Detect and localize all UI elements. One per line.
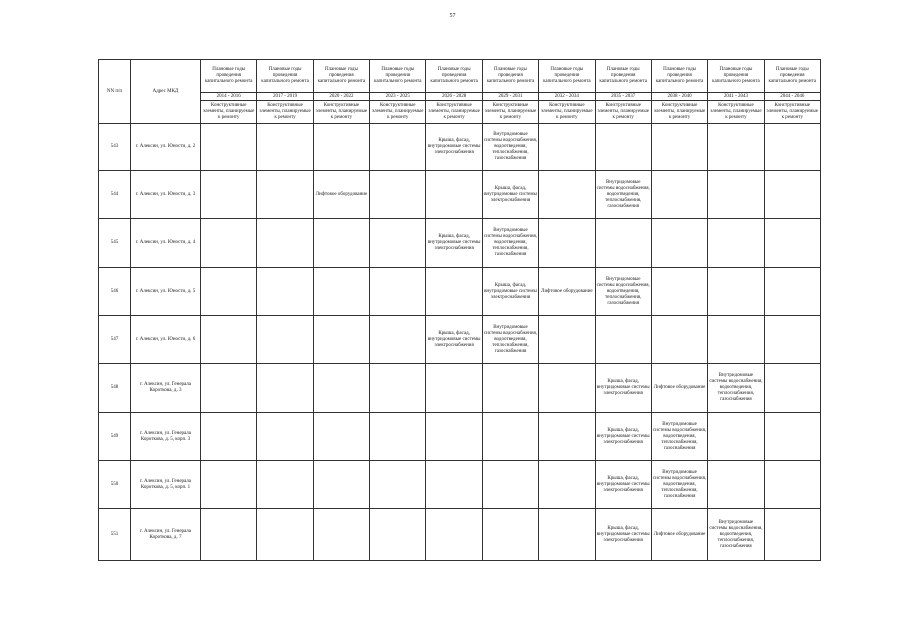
cell-2020-2022	[313, 509, 369, 561]
cell-2035-2037: Внутридомовые системы водоснабжения, водоотведения, теплоснабжения, газоснабжения	[595, 268, 651, 316]
header-row-periods	[99, 60, 821, 93]
header-num: NN п/п	[99, 60, 131, 124]
cell-2029-2031	[482, 461, 538, 509]
table-row	[99, 461, 821, 509]
header-years: 2044 - 2046	[764, 93, 820, 101]
header-period: Плановые годы проведения капитального ремонта	[370, 60, 426, 93]
table-row	[99, 171, 821, 219]
cell-2041-2043	[708, 219, 764, 268]
header-years: 2041 - 2043	[708, 93, 764, 101]
cell-2020-2022	[313, 461, 369, 509]
cell-2038-2040	[651, 171, 707, 219]
header-elements: Конструктивные элементы, планируемые к ремонту	[482, 101, 538, 124]
cell-2032-2034	[539, 509, 595, 561]
cell-2026-2028	[426, 171, 482, 219]
row-number: 549	[99, 413, 131, 461]
cell-2020-2022	[313, 124, 369, 171]
header-years: 2032 - 2034	[539, 93, 595, 101]
cell-2014-2016	[201, 364, 257, 413]
cell-2032-2034: Лифтовое оборудование	[539, 268, 595, 316]
header-period: Плановые годы проведения капитального ремонта	[539, 60, 595, 93]
header-period: Плановые годы проведения капитального ремонта	[482, 60, 538, 93]
header-period: Плановые годы проведения капитального ремонта	[257, 60, 313, 93]
table-row	[99, 268, 821, 316]
header-elements: Конструктивные элементы, планируемые к ремонту	[201, 101, 257, 124]
cell-2026-2028	[426, 509, 482, 561]
header-years: 2017 - 2019	[257, 93, 313, 101]
cell-2044-2046	[764, 364, 820, 413]
header-elements: Конструктивные элементы, планируемые к ремонту	[313, 101, 369, 124]
cell-2023-2025	[370, 268, 426, 316]
header-elements: Конструктивные элементы, планируемые к ремонту	[539, 101, 595, 124]
cell-2035-2037	[595, 219, 651, 268]
row-address: г. Алексин, ул. Юности, д. 6	[131, 316, 201, 364]
cell-2029-2031: Крыша, фасад, внутридомовые системы электроснабжения	[482, 268, 538, 316]
header-elements: Конструктивные элементы, планируемые к ремонту	[651, 101, 707, 124]
row-address: г. Алексин, ул. Генерала Короткова, д. 3	[131, 364, 201, 413]
cell-2023-2025	[370, 171, 426, 219]
header-row-elements	[99, 101, 821, 124]
row-number: 545	[99, 219, 131, 268]
header-period: Плановые годы проведения капитального ремонта	[764, 60, 820, 93]
cell-2014-2016	[201, 413, 257, 461]
header-years: 2035 - 2037	[595, 93, 651, 101]
row-address: г. Алексин, ул. Генерала Короткова, д. 5, корп. 1	[131, 461, 201, 509]
table-row	[99, 413, 821, 461]
header-period: Плановые годы проведения капитального ремонта	[651, 60, 707, 93]
cell-2044-2046	[764, 268, 820, 316]
cell-2038-2040	[651, 219, 707, 268]
table-row	[99, 219, 821, 268]
cell-2044-2046	[764, 171, 820, 219]
cell-2029-2031	[482, 509, 538, 561]
cell-2038-2040	[651, 268, 707, 316]
cell-2026-2028: Крыша, фасад, внутридомовые системы электроснабжения	[426, 316, 482, 364]
cell-2032-2034	[539, 364, 595, 413]
header-period: Плановые годы проведения капитального ремонта	[708, 60, 764, 93]
cell-2014-2016	[201, 219, 257, 268]
cell-2026-2028: Крыша, фасад, внутридомовые системы электроснабжения	[426, 219, 482, 268]
cell-2041-2043: Внутридомовые системы водоснабжения, водоотведения, теплоснабжения, газоснабжения	[708, 509, 764, 561]
cell-2029-2031: Внутридомовые системы водоснабжения, водоотведения, теплоснабжения, газоснабжения	[482, 219, 538, 268]
cell-2026-2028	[426, 413, 482, 461]
cell-2020-2022	[313, 413, 369, 461]
row-number: 543	[99, 124, 131, 171]
cell-2026-2028	[426, 268, 482, 316]
cell-2044-2046	[764, 219, 820, 268]
cell-2044-2046	[764, 461, 820, 509]
row-address: г. Алексин, ул. Генерала Короткова, д. 7	[131, 509, 201, 561]
cell-2041-2043	[708, 316, 764, 364]
capital-repair-plan-table	[98, 59, 821, 561]
cell-2038-2040	[651, 124, 707, 171]
row-address: г. Алексин, ул. Генерала Короткова, д. 5, корп. 3	[131, 413, 201, 461]
cell-2023-2025	[370, 316, 426, 364]
cell-2044-2046	[764, 509, 820, 561]
cell-2038-2040: Внутридомовые системы водоснабжения, водоотведения, теплоснабжения, газоснабжения	[651, 413, 707, 461]
cell-2032-2034	[539, 413, 595, 461]
cell-2032-2034	[539, 461, 595, 509]
cell-2023-2025	[370, 509, 426, 561]
cell-2023-2025	[370, 413, 426, 461]
header-period: Плановые годы проведения капитального ремонта	[426, 60, 482, 93]
row-number: 546	[99, 268, 131, 316]
cell-2032-2034	[539, 316, 595, 364]
row-number: 547	[99, 316, 131, 364]
table-row	[99, 509, 821, 561]
cell-2020-2022	[313, 364, 369, 413]
cell-2017-2019	[257, 124, 313, 171]
header-years: 2023 - 2025	[370, 93, 426, 101]
cell-2038-2040	[651, 316, 707, 364]
cell-2017-2019	[257, 364, 313, 413]
cell-2044-2046	[764, 124, 820, 171]
cell-2038-2040: Лифтовое оборудование	[651, 364, 707, 413]
row-number: 548	[99, 364, 131, 413]
cell-2035-2037: Крыша, фасад, внутридомовые системы электроснабжения	[595, 413, 651, 461]
cell-2041-2043: Внутридомовые системы водоснабжения, водоотведения, теплоснабжения, газоснабжения	[708, 364, 764, 413]
cell-2020-2022	[313, 219, 369, 268]
cell-2029-2031	[482, 413, 538, 461]
cell-2020-2022	[313, 268, 369, 316]
cell-2026-2028: Крыша, фасад, внутридомовые системы электроснабжения	[426, 124, 482, 171]
cell-2029-2031: Внутридомовые системы водоснабжения, водоотведения, теплоснабжения, газоснабжения	[482, 124, 538, 171]
header-years: 2029 - 2031	[482, 93, 538, 101]
cell-2044-2046	[764, 316, 820, 364]
cell-2029-2031: Крыша, фасад, внутридомовые системы электроснабжения	[482, 171, 538, 219]
cell-2026-2028	[426, 364, 482, 413]
cell-2032-2034	[539, 219, 595, 268]
row-number: 550	[99, 461, 131, 509]
cell-2023-2025	[370, 219, 426, 268]
header-elements: Конструктивные элементы, планируемые к ремонту	[595, 101, 651, 124]
header-elements: Конструктивные элементы, планируемые к ремонту	[708, 101, 764, 124]
row-address: г. Алексин, ул. Юности, д. 4	[131, 219, 201, 268]
header-years: 2038 - 2040	[651, 93, 707, 101]
cell-2014-2016	[201, 268, 257, 316]
cell-2035-2037: Крыша, фасад, внутридомовые системы электроснабжения	[595, 364, 651, 413]
cell-2023-2025	[370, 461, 426, 509]
cell-2029-2031: Внутридомовые системы водоснабжения, водоотведения, теплоснабжения, газоснабжения	[482, 316, 538, 364]
cell-2041-2043	[708, 171, 764, 219]
cell-2014-2016	[201, 461, 257, 509]
cell-2023-2025	[370, 124, 426, 171]
cell-2020-2022: Лифтовое оборудование	[313, 171, 369, 219]
header-row-years	[99, 93, 821, 101]
page-number: 57	[449, 13, 456, 19]
header-period: Плановые годы проведения капитального ремонта	[595, 60, 651, 93]
row-address: г. Алексин, ул. Юности, д. 3	[131, 171, 201, 219]
cell-2044-2046	[764, 413, 820, 461]
row-address: г. Алексин, ул. Юности, д. 5	[131, 268, 201, 316]
header-elements: Конструктивные элементы, планируемые к ремонту	[764, 101, 820, 124]
cell-2020-2022	[313, 316, 369, 364]
cell-2017-2019	[257, 316, 313, 364]
header-elements: Конструктивные элементы, планируемые к ремонту	[257, 101, 313, 124]
cell-2017-2019	[257, 219, 313, 268]
cell-2035-2037: Крыша, фасад, внутридомовые системы электроснабжения	[595, 509, 651, 561]
table-row	[99, 316, 821, 364]
table-row	[99, 364, 821, 413]
cell-2029-2031	[482, 364, 538, 413]
cell-2041-2043	[708, 268, 764, 316]
cell-2017-2019	[257, 268, 313, 316]
header-elements: Конструктивные элементы, планируемые к ремонту	[426, 101, 482, 124]
header-elements: Конструктивные элементы, планируемые к ремонту	[370, 101, 426, 124]
header-period: Плановые годы проведения капитального ремонта	[313, 60, 369, 93]
cell-2035-2037: Крыша, фасад, внутридомовые системы электроснабжения	[595, 461, 651, 509]
cell-2014-2016	[201, 124, 257, 171]
cell-2035-2037	[595, 124, 651, 171]
cell-2041-2043	[708, 461, 764, 509]
cell-2038-2040: Внутридомовые системы водоснабжения, водоотведения, теплоснабжения, газоснабжения	[651, 461, 707, 509]
cell-2032-2034	[539, 171, 595, 219]
cell-2014-2016	[201, 316, 257, 364]
cell-2023-2025	[370, 364, 426, 413]
cell-2032-2034	[539, 124, 595, 171]
cell-2017-2019	[257, 509, 313, 561]
cell-2026-2028	[426, 461, 482, 509]
header-period: Плановые годы проведения капитального ремонта	[201, 60, 257, 93]
cell-2017-2019	[257, 461, 313, 509]
cell-2017-2019	[257, 171, 313, 219]
cell-2035-2037	[595, 316, 651, 364]
header-years: 2026 - 2028	[426, 93, 482, 101]
cell-2014-2016	[201, 509, 257, 561]
header-years: 2014 - 2016	[201, 93, 257, 101]
row-number: 544	[99, 171, 131, 219]
table-row	[99, 124, 821, 171]
row-number: 551	[99, 509, 131, 561]
header-address: Адрес МКД	[131, 60, 201, 124]
cell-2017-2019	[257, 413, 313, 461]
row-address: г. Алексин, ул. Юности, д. 2	[131, 124, 201, 171]
cell-2035-2037: Внутридомовые системы водоснабжения, водоотведения, теплоснабжения, газоснабжения	[595, 171, 651, 219]
cell-2041-2043	[708, 124, 764, 171]
cell-2041-2043	[708, 413, 764, 461]
cell-2038-2040: Лифтовое оборудование	[651, 509, 707, 561]
header-years: 2020 - 2022	[313, 93, 369, 101]
cell-2014-2016	[201, 171, 257, 219]
